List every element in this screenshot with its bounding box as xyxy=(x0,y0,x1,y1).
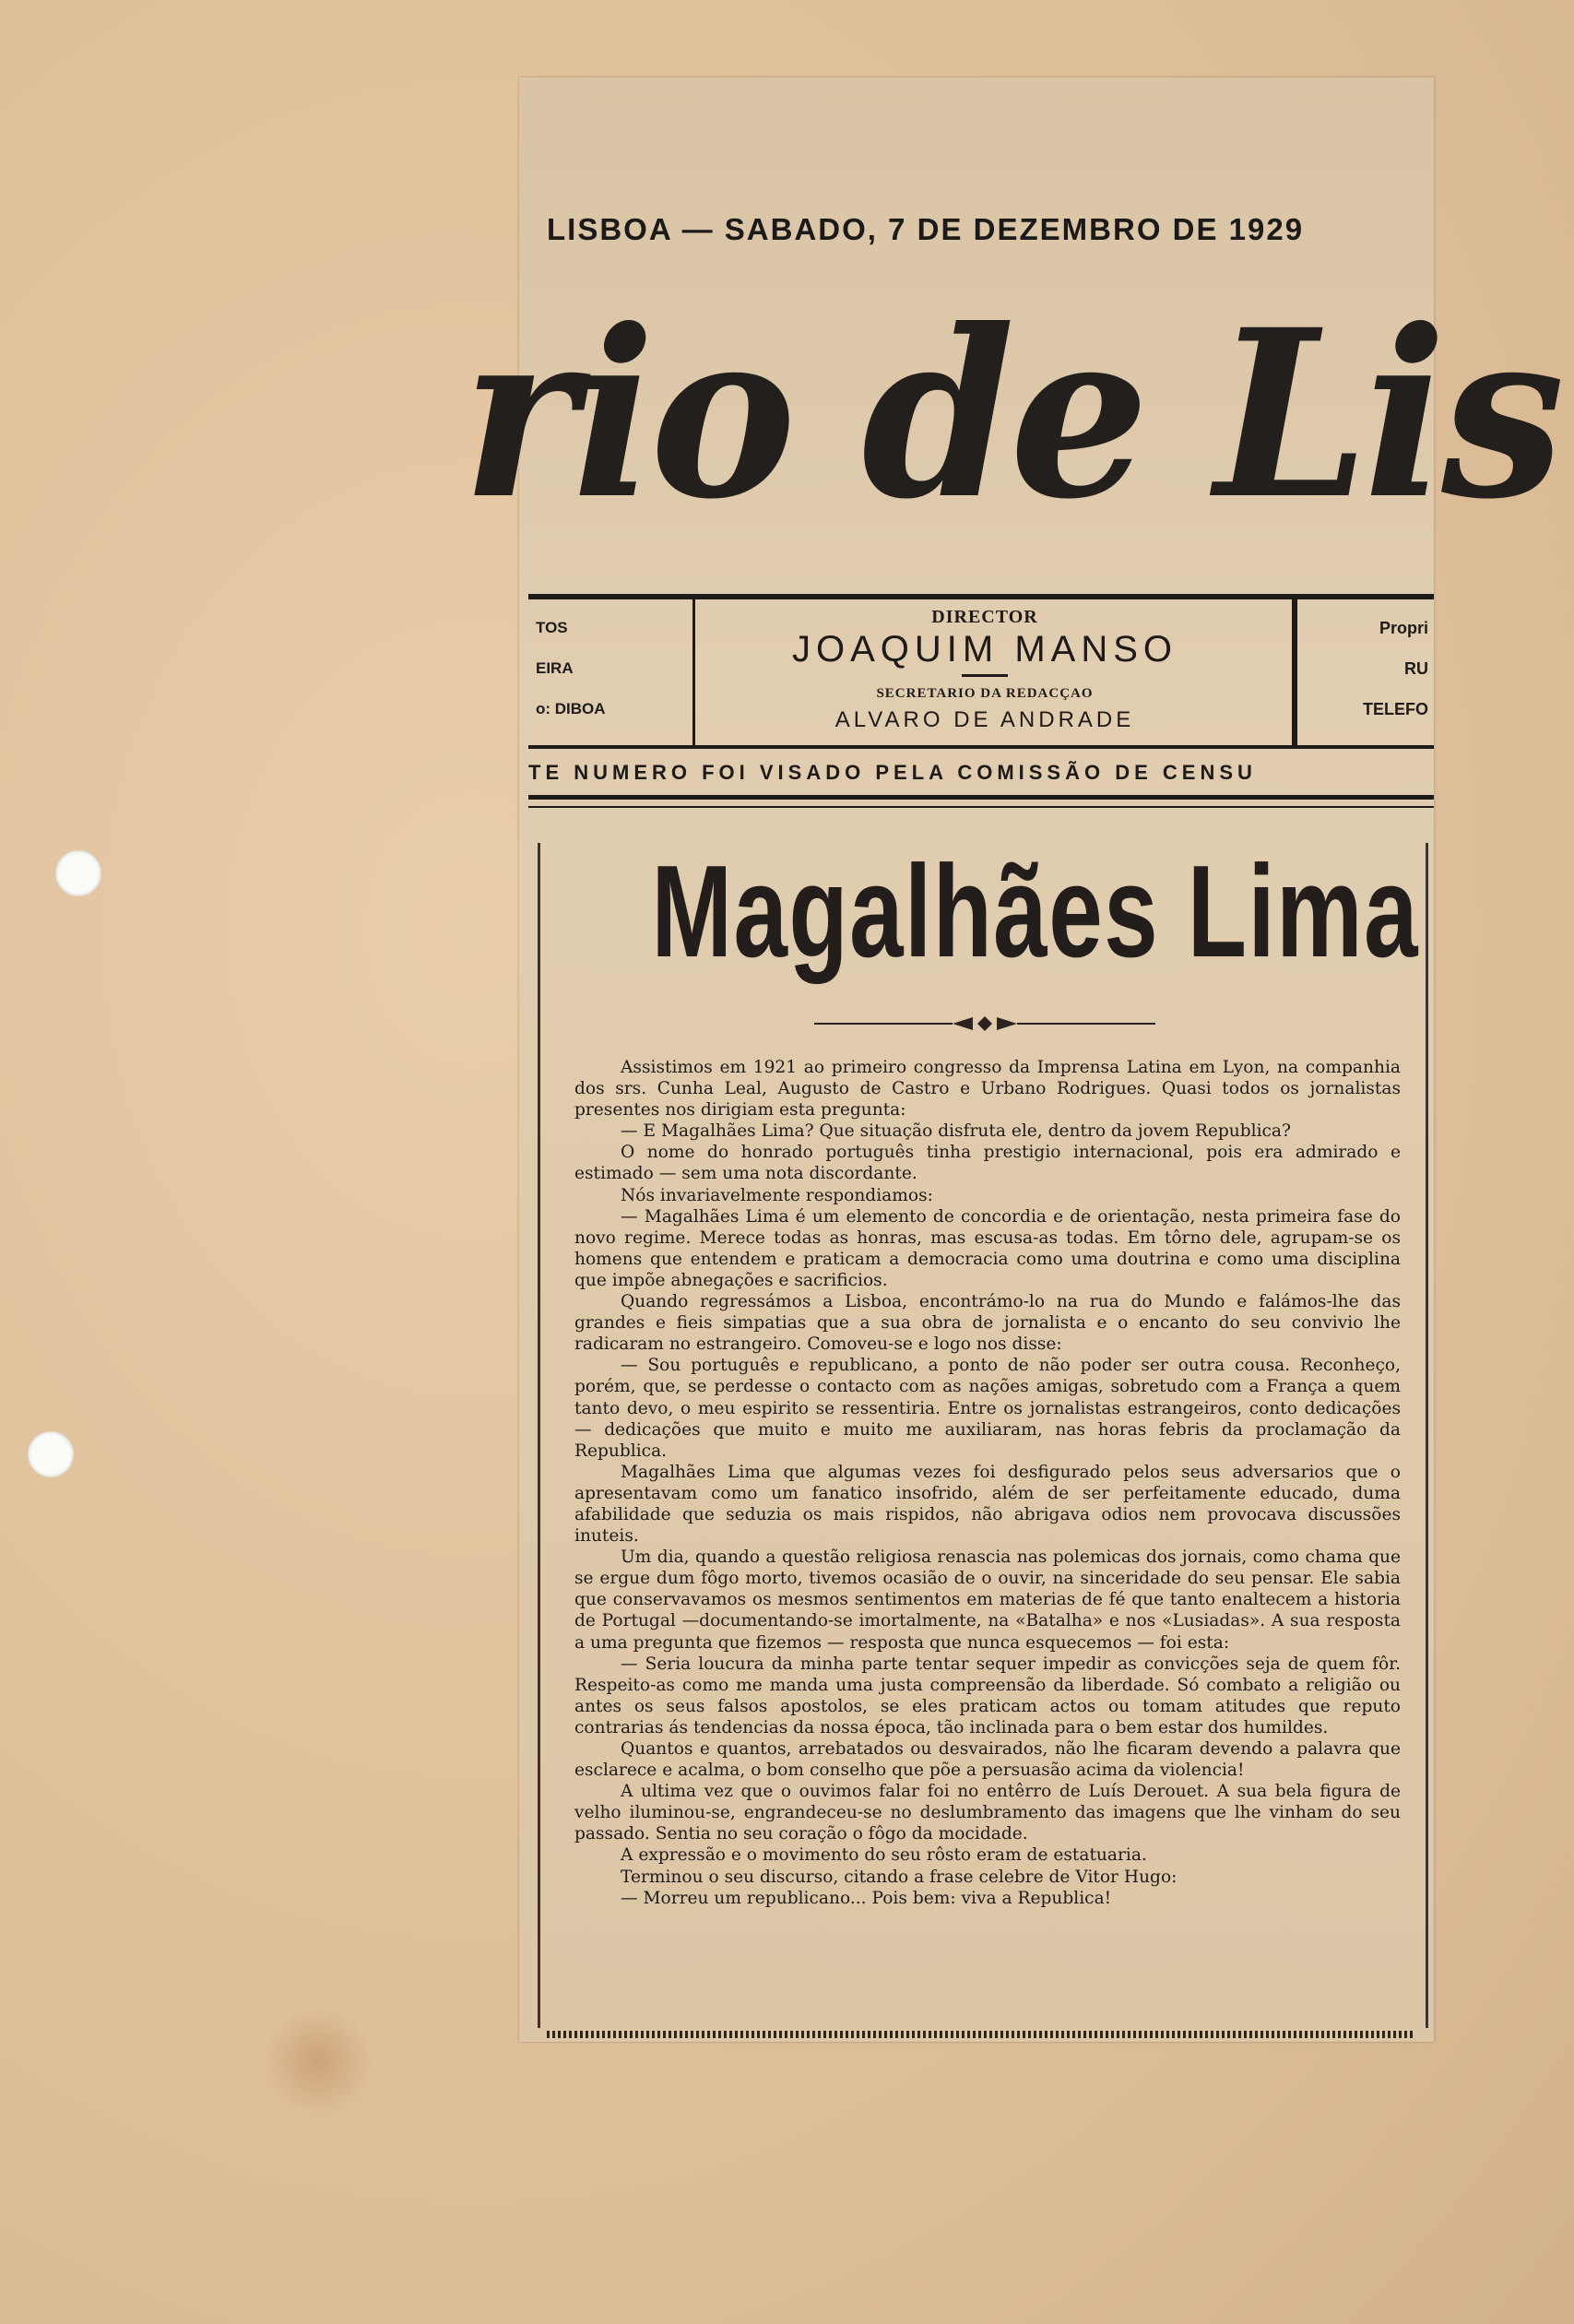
article-paragraph: — Seria loucura da minha parte tentar sequer impedir as convicções seja de quem fôr. Respeito-as como me manda uma justa compreensão da liberdade. Só combato a religião ou antes os seus falsos apostolos, se eles praticam actos ou tomam atitudes que reputo contrarias ás tendencias da nossa época, tão inclinada para o bem estar dos humildes. xyxy=(574,1654,1401,1737)
left-ear-line: o: DIBOA xyxy=(536,700,606,717)
director-box-right-rule xyxy=(1292,599,1297,745)
punch-hole-bottom xyxy=(28,1431,74,1477)
masthead xyxy=(462,257,1560,571)
article-paragraph: — Magalhães Lima é um elemento de concordia e de orientação, nesta primeira fase do novo regime. Merece todas as honras, mas escusa-as todas. Em tôrno dele, agrupam-se os homens que entendem e praticam a democracia como uma doutrina e como uma disciplina que impõe abnegações e sacrificios. xyxy=(574,1206,1401,1290)
censorship-rule xyxy=(528,795,1434,800)
article-paragraph: Quando regressámos a Lisboa, encontrámo-lo na rua do Mundo e falámos-lhe das grandes e fieis simpatias que a sua obra de jornalista e o encanto do seu convivio lhe radicaram no estrangeiro. Comoveu-se e logo nos disse: xyxy=(574,1292,1401,1355)
article-paragraph: Um dia, quando a questão religiosa renascia nas polemicas dos jornais, como chama que se ergue dum fôgo morto, tivemos ocasião de o ouvir, na sinceridade do seu pensar. Ele sabia que conservavamos os mesmos sentimentos em materias de fé que tanto enaltecem a historia de Portugal —documentando-se imortalmente, na «Batalha» e nos «Lusiadas». A sua resposta a uma pregunta que fizemos — resposta que nunca esquecemos — foi esta: xyxy=(574,1547,1401,1653)
punch-hole-top xyxy=(55,850,101,896)
right-ear-line: Propri xyxy=(1379,619,1428,637)
masthead-title: rio de Lis xyxy=(462,279,1560,550)
censorship-note: TE NUMERO FOI VISADO PELA COMISSÃO DE CENSU xyxy=(528,761,1257,784)
article-headline: Magalhães Lima xyxy=(651,838,1419,985)
ornament-divider-icon xyxy=(814,1014,1155,1033)
article-paragraph: — Morreu um republicano... Pois bem: viva a Republica! xyxy=(621,1888,1112,1908)
article-paragraph: Quantos e quantos, arrebatados ou desvairados, não lhe ficaram devendo a palavra que esclarece e acalma, o bom conselho que põe a persuasão acima da violencia! xyxy=(574,1739,1401,1781)
paper-stain xyxy=(258,2010,378,2112)
left-ear xyxy=(536,608,674,729)
article-paragraph: Nós invariavelmente respondiamos: xyxy=(621,1185,933,1205)
article-paragraph: Magalhães Lima que algumas vezes foi desfigurado pelos seus adversarios que o apresentavam como um fanatico insofrido, além de ser perfeitamente educado, duma afabilidade que seduzia os mais rispidos, não abrigava odios nem provocava discussões inuteis. xyxy=(574,1462,1401,1547)
director-name: JOAQUIM MANSO xyxy=(791,629,1178,670)
right-ear-line: RU xyxy=(1404,659,1428,678)
article-paragraph: A ultima vez que o ouvimos falar foi no entêrro de Luís Derouet. A sua bela figura de velho iluminou-se, engrandeceu-se no deslumbramento das imagens que lhe vinham do seu passado. Sentia no seu coração o fôgo da mocidade. xyxy=(574,1782,1401,1844)
article-paragraph: — E Magalhães Lima? Que situação disfruta ele, dentro da jovem Republica? xyxy=(621,1121,1291,1142)
right-ear xyxy=(1301,608,1434,729)
director-box xyxy=(694,607,1275,733)
article-paragraph: — Sou português e republicano, a ponto de não poder ser outra cousa. Reconheço, porém, que, se perdesse o contacto com as nações amigas, sobretudo com a França a quem tanto devo, o meu espirito se ressentiria. Entre os jornalistas estrangeiros, conto dedicações — dedicações que muito e muito me auxiliaram, nas horas febris da proclamação da Republica. xyxy=(574,1356,1401,1461)
article-body xyxy=(574,1057,1401,1909)
masthead-rule-bottom xyxy=(528,745,1434,749)
article-paragraph: Assistimos em 1921 ao primeiro congresso da Imprensa Latina em Lyon, na companhia dos srs. Cunha Leal, Augusto de Castro e Urbano Rodrigues. Quasi todos os jornalistas presentes nos dirigiam esta pregunta: xyxy=(574,1058,1401,1120)
director-label: DIRECTOR xyxy=(931,607,1038,627)
secretary-label: SECRETARIO DA REDACÇAO xyxy=(876,686,1094,701)
article-paragraph: A expressão e o movimento do seu rôsto eram de estatuaria. xyxy=(621,1845,1147,1866)
article-bottom-rule xyxy=(547,2031,1414,2038)
left-ear-line: EIRA xyxy=(536,659,574,677)
director-divider xyxy=(962,674,1008,677)
article-paragraph: Terminou o seu discurso, citando a frase celebre de Vitor Hugo: xyxy=(621,1867,1178,1887)
right-ear-line: TELEFO xyxy=(1363,700,1428,718)
secretary-name: ALVARO DE ANDRADE xyxy=(834,707,1135,732)
censorship-rule-thin xyxy=(528,806,1434,808)
left-ear-line: TOS xyxy=(536,619,568,636)
dateline: LISBOA — SABADO, 7 DE DEZEMBRO DE 1929 xyxy=(547,212,1305,246)
newspaper-clipping xyxy=(462,77,1560,2042)
masthead-rule-top xyxy=(528,594,1434,599)
article-paragraph: O nome do honrado português tinha prestigio internacional, pois era admirado e estimado — sem uma nota discordante. xyxy=(574,1143,1401,1184)
